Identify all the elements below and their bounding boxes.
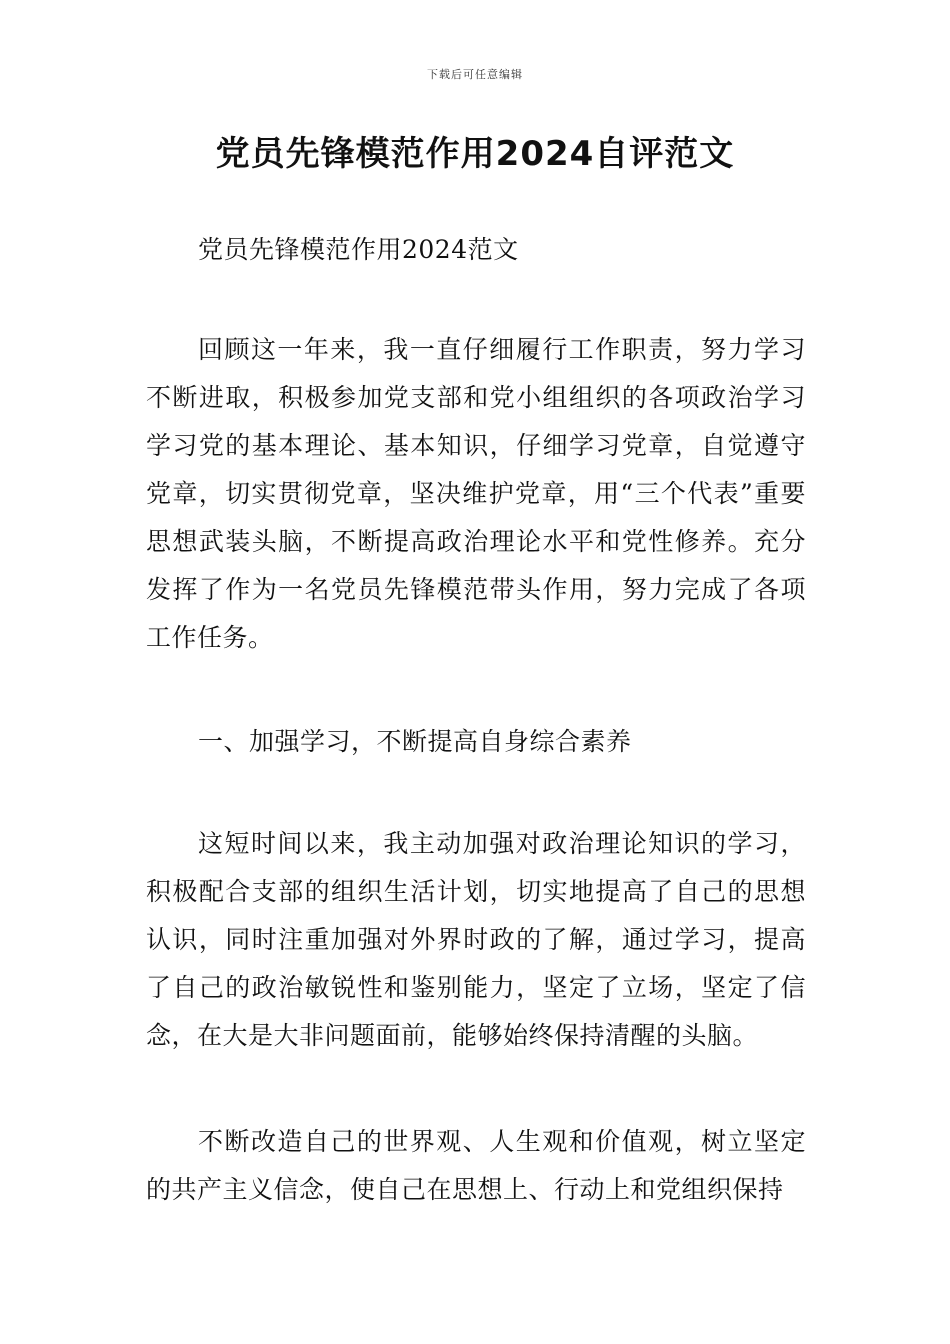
header-note: 下载后可任意编辑 (427, 68, 523, 81)
paragraph-worldview: 不断改造自己的世界观、人生观和价值观，树立坚定的共产主义信念，使自己在思想上、行动上和党组织保持 (146, 1127, 806, 1204)
paragraph-study: 这短时间以来，我主动加强对政治理论知识的学习，积极配合支部的组织生活计划，切实地提高了自己的思想认识，同时注重加强对外界时政的了解，通过学习，提高了自己的政治敏锐性和鉴别能力，坚定了立场，坚定了信念，在大是大非问题面前，能够始终保持清醒的头脑。 (146, 829, 806, 1050)
document-title: 党员先锋模范作用2024自评范文 (215, 134, 735, 174)
document-subtitle: 党员先锋模范作用2024范文 (198, 235, 519, 264)
section-heading-1: 一、加强学习，不断提高自身综合素养 (198, 727, 632, 756)
paragraph-review: 回顾这一年来，我一直仔细履行工作职责，努力学习不断进取，积极参加党支部和党小组组织的各项政治学习学习党的基本理论、基本知识，仔细学习党章，自觉遵守党章，切实贯彻党章，坚决维护党章，用“三个代表”重要思想武装头脑，不断提高政治理论水平和党性修养。充分发挥了作为一名党员先锋模范带头作用，努力完成了各项工作任务。 (146, 335, 806, 652)
